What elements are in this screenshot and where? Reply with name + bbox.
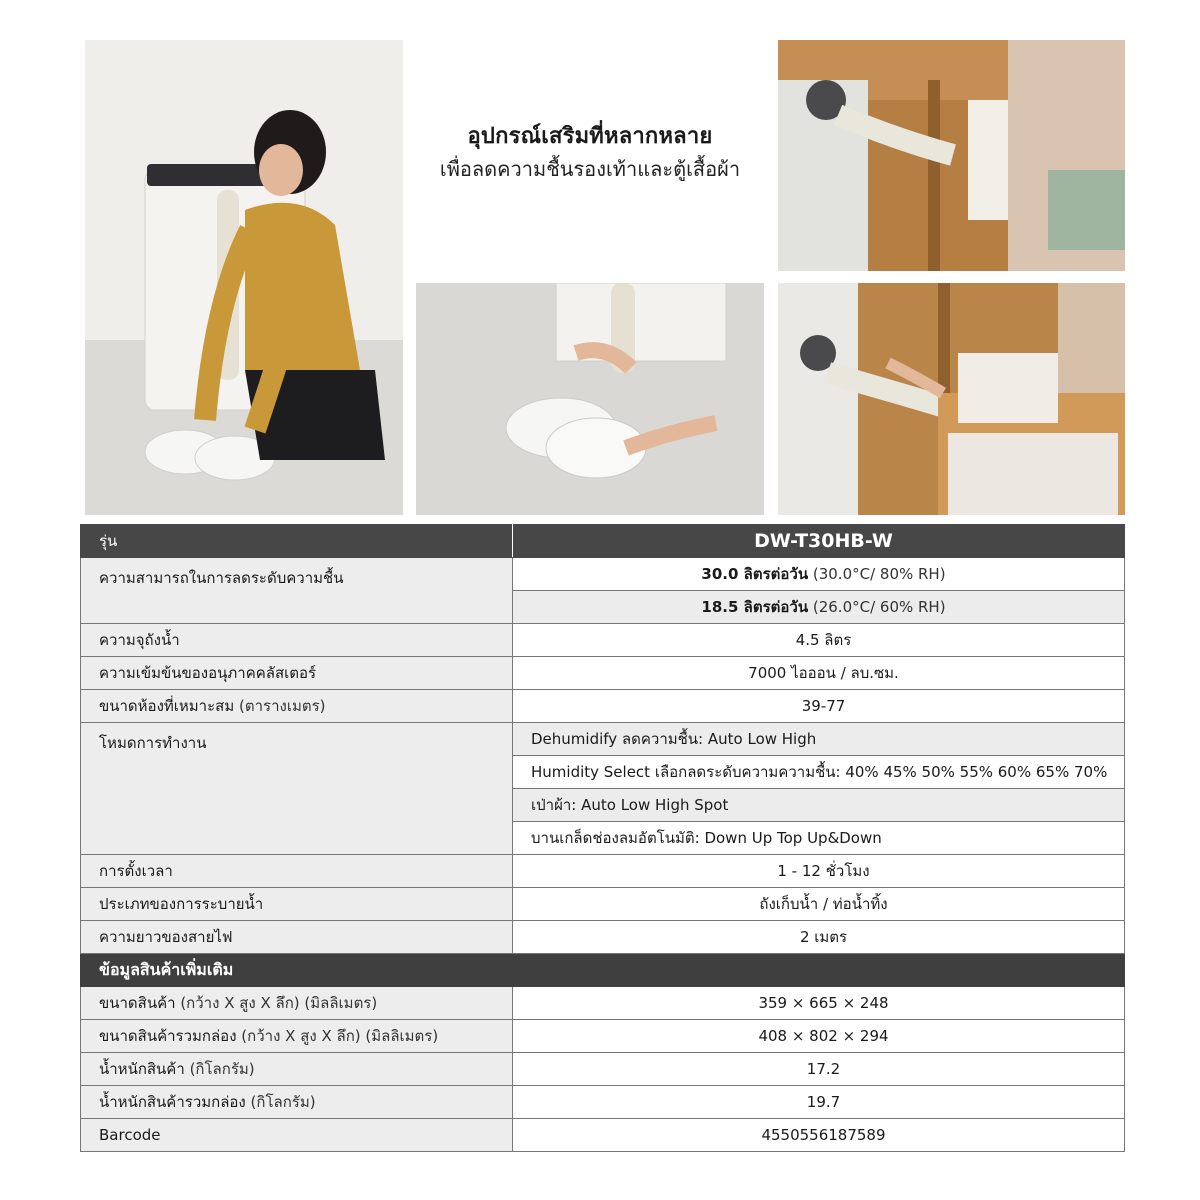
- table-row: [81, 855, 1125, 888]
- capacity-value-1-bold: 30.0 ลิตรต่อวัน: [701, 565, 809, 583]
- barcode-label: Barcode: [81, 1119, 513, 1152]
- box-size-label-note: (กว้าง X สูง X ลึก) (มิลลิเมตร): [241, 1027, 439, 1045]
- timer-value: 1 - 12 ชั่วโมง: [513, 855, 1125, 888]
- tank-value: 4.5 ลิตร: [513, 624, 1125, 657]
- box-weight-label-text: น้ำหนักสินค้ารวมกล่อง: [99, 1093, 246, 1111]
- mode-value-4: บานเกล็ดช่องลมอัตโนมัติ: Down Up Top Up&Down: [513, 822, 1125, 855]
- table-row: [81, 558, 1125, 591]
- drain-label: ประเภทของการระบายน้ำ: [81, 888, 513, 921]
- barcode-value: 4550556187589: [513, 1119, 1125, 1152]
- table-header-row: [81, 525, 1125, 558]
- ions-value: 7000 ไอออน / ลบ.ซม.: [513, 657, 1125, 690]
- box-weight-label: [81, 1086, 513, 1119]
- capacity-value-1-note: (30.0°C/ 80% RH): [812, 565, 946, 583]
- mode-value-3: เป่าผ้า: Auto Low High Spot: [513, 789, 1125, 822]
- table-row: [81, 987, 1125, 1020]
- box-weight-label-note: (กิโลกรัม): [250, 1093, 316, 1111]
- model-name: DW-T30HB-W: [513, 525, 1125, 558]
- table-row: [81, 657, 1125, 690]
- wardrobe-hose-photo: [778, 40, 1125, 271]
- box-size-label: [81, 1020, 513, 1053]
- tank-label: ความจุถังน้ำ: [81, 624, 513, 657]
- woman-placing-shoes-photo: [85, 40, 403, 515]
- size-value: 359 × 665 × 248: [513, 987, 1125, 1020]
- table-row: [81, 1020, 1125, 1053]
- table-row: [81, 690, 1125, 723]
- room-value: 39-77: [513, 690, 1125, 723]
- table-row: [81, 888, 1125, 921]
- capacity-value-1: [513, 558, 1125, 591]
- spec-table: [80, 524, 1125, 1152]
- room-label-text: ขนาดห้องที่เหมาะสม: [99, 697, 235, 715]
- size-label: [81, 987, 513, 1020]
- weight-label-text: น้ำหนักสินค้า: [99, 1060, 185, 1078]
- table-row: [81, 723, 1125, 756]
- cord-value: 2 เมตร: [513, 921, 1125, 954]
- cord-label: ความยาวของสายไฟ: [81, 921, 513, 954]
- shoe-drying-closeup-photo: [416, 283, 764, 515]
- timer-label: การตั้งเวลา: [81, 855, 513, 888]
- capacity-value-2-note: (26.0°C/ 60% RH): [812, 598, 946, 616]
- extra-section-title: ข้อมูลสินค้าเพิ่มเติม: [81, 954, 1125, 987]
- capacity-value-2-bold: 18.5 ลิตรต่อวัน: [701, 598, 809, 616]
- model-header-label: รุ่น: [81, 525, 513, 558]
- modes-label: โหมดการทำงาน: [81, 723, 513, 855]
- table-row: [81, 1053, 1125, 1086]
- wardrobe-drawer-hose-photo: [778, 283, 1125, 515]
- mode-value-1: Dehumidify ลดความชื้น: Auto Low High: [513, 723, 1125, 756]
- box-size-label-text: ขนาดสินค้ารวมกล่อง: [99, 1027, 237, 1045]
- capacity-label: ความสามารถในการลดระดับความชื้น: [81, 558, 513, 624]
- headline: [410, 120, 770, 184]
- table-row: [81, 921, 1125, 954]
- headline-subtitle: เพื่อลดความชื้นรองเท้าและตู้เสื้อผ้า: [439, 157, 741, 181]
- weight-value: 17.2: [513, 1053, 1125, 1086]
- size-label-note: (กว้าง X สูง X ลึก) (มิลลิเมตร): [180, 994, 378, 1012]
- box-weight-value: 19.7: [513, 1086, 1125, 1119]
- room-label-note: (ตารางเมตร): [239, 697, 326, 715]
- extra-section-header: [81, 954, 1125, 987]
- headline-title: อุปกรณ์เสริมที่หลากหลาย: [467, 124, 713, 149]
- room-label: [81, 690, 513, 723]
- capacity-value-2: [513, 591, 1125, 624]
- size-label-text: ขนาดสินค้า: [99, 994, 176, 1012]
- weight-label: [81, 1053, 513, 1086]
- table-row: [81, 1119, 1125, 1152]
- box-size-value: 408 × 802 × 294: [513, 1020, 1125, 1053]
- drain-value: ถังเก็บน้ำ / ท่อน้ำทิ้ง: [513, 888, 1125, 921]
- mode-value-2: Humidity Select เลือกลดระดับความความชื้น: 40% 45% 50% 55% 60% 65% 70%: [513, 756, 1125, 789]
- table-row: [81, 1086, 1125, 1119]
- ions-label: ความเข้มข้นของอนุภาคคลัสเตอร์: [81, 657, 513, 690]
- table-row: [81, 624, 1125, 657]
- weight-label-note: (กิโลกรัม): [189, 1060, 255, 1078]
